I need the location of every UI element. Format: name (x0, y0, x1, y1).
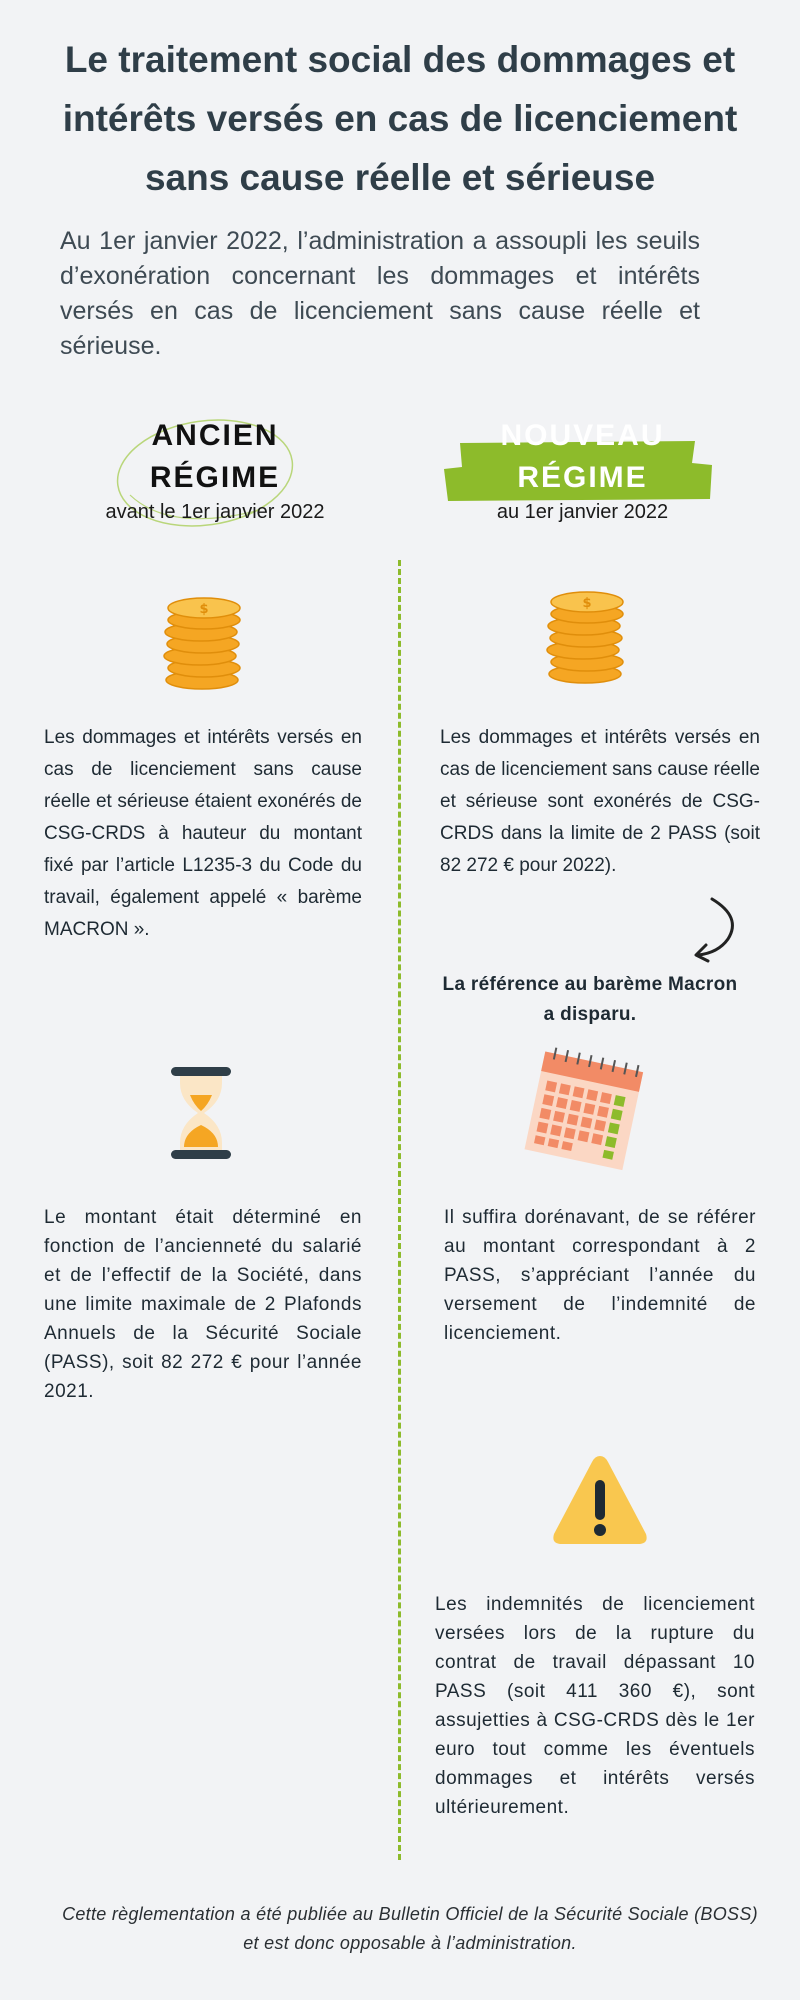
svg-text:$: $ (199, 602, 209, 617)
warning-icon (550, 1452, 650, 1548)
old-regime-title: ANCIEN RÉGIME (149, 419, 281, 494)
footer-note: Cette règlementation a été publiée au Bulletin Officiel de la Sécurité Sociale (BOSS) et est donc opposable à l’administration. (62, 1904, 758, 1953)
new-regime-title: NOUVEAU RÉGIME (500, 419, 665, 494)
new-regime-paragraph-1: Les dommages et intérêts versés en cas de licenciement sans cause réelle et sérieuse sont exonérés de CSG-CRDS dans la limite de 2 PASS (soit 82 272 € pour 2022). (440, 727, 761, 876)
hourglass-icon (168, 1065, 234, 1161)
new-regime-header (440, 415, 725, 524)
old-regime-date: avant le 1er janvier 2022 (105, 501, 325, 523)
old-regime-paragraph-2: Le montant était déterminé en fonction de l’ancienneté du salarié et de l’effectif de la Société, dans une limite maximale de 2 Plafonds Annuels de la Sécurité Sociale (PASS), soit 82 272 € pour l’année 2021. (44, 1207, 362, 1402)
page-title: Le traitement social des dommages et intérêts versés en cas de licenciement sans cause réelle et sérieuse (62, 39, 738, 198)
coins-icon (160, 590, 246, 694)
curved-arrow-icon (690, 895, 740, 965)
new-regime-date: au 1er janvier 2022 (496, 501, 669, 523)
coins-icon (543, 584, 629, 688)
new-regime-paragraph-2: Il suffira dorénavant, de se référer au montant correspondant à 2 PASS, s’appréciant l’année du versement de l’indemnité de licenciement. (444, 1207, 756, 1344)
intro-text: Au 1er janvier 2022, l’administration a assoupli les seuils d’exonération concernant les dommages et intérêts versés en cas de licenciement sans cause réelle et sérieuse. (60, 227, 700, 360)
calendar-icon (520, 1045, 650, 1175)
macron-note: La référence au barème Macron a disparu. (442, 974, 738, 1025)
column-divider (398, 560, 401, 1860)
svg-text:$: $ (582, 596, 592, 611)
old-regime-paragraph-1: Les dommages et intérêts versés en cas de licenciement sans cause réelle et sérieuse étaient exonérés de CSG-CRDS à hauteur du montant fixé par l’article L1235-3 du Code du travail, également appelé « barème MACRON ». (44, 727, 362, 940)
old-regime-header (80, 415, 350, 524)
new-regime-paragraph-3: Les indemnités de licenciement versées lors de la rupture du contrat de travail dépassant 10 PASS (soit 411 360 €), sont assujetties à CSG-CRDS dès le 1er euro tout comme les éventuels dommages et intérêts versés ultérieurement. (435, 1594, 755, 1818)
